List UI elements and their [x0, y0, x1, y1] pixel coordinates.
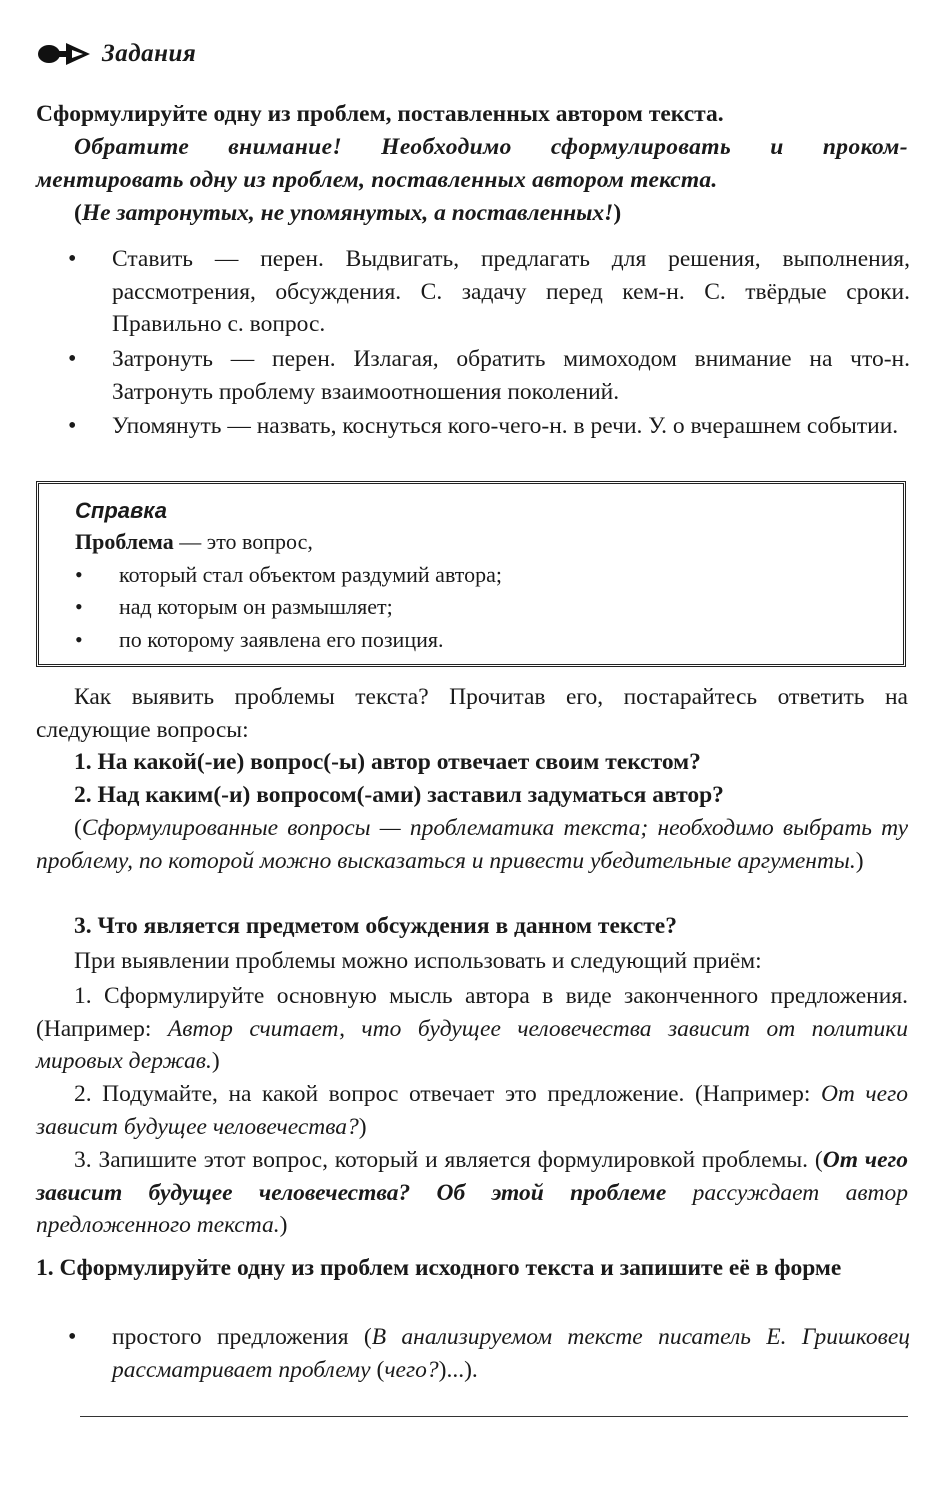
method-intro: При выявлении проблемы можно использовать и следующий приём:: [74, 948, 762, 974]
reference-item: [75, 591, 889, 624]
bullet-icon: •: [68, 413, 77, 439]
bullet-icon: •: [75, 594, 83, 619]
paren-close: ): [613, 200, 622, 226]
task-note-emphasis: Не затронутых, не упомянутых, а поставленных!: [81, 200, 614, 226]
bullet-icon: •: [75, 626, 83, 652]
section-header: [36, 36, 196, 72]
paren-close: ): [358, 1113, 367, 1140]
step-example-bold: От чего зависит будущее человечества? Об этой проблеме: [36, 1147, 908, 1206]
pen-nib-bullet-icon: [36, 39, 94, 69]
question-3: 3. Что является предметом обсуждения в данном тексте?: [74, 913, 677, 939]
definition-text: Затронуть — перен. Излагая, обратить мимоходом внимание на что-н. Затронуть проблему взаимоотношения поколений.: [112, 346, 910, 405]
method-step-1: [36, 980, 908, 1078]
definition-item: [68, 410, 910, 443]
section-title: Задания: [102, 39, 197, 67]
step-text: 1. Сформулируйте основную мысль автора в виде законченного предложения. (Например:: [36, 983, 908, 1042]
exercise-title: 1. Сформулируйте одну из проблем исходного текста и запишите её в форме: [36, 1255, 842, 1281]
method-step-2: [36, 1078, 908, 1143]
paren-open: (: [370, 1356, 385, 1383]
reference-box: [36, 481, 906, 667]
definition-item: [68, 343, 910, 408]
reference-definition: [75, 526, 889, 559]
reference-item-text: который стал объектом раздумий автора;: [119, 561, 502, 587]
task-prompt: Сформулируйте одну из проблем, поставленных автором текста.: [36, 101, 724, 127]
question-1: 1. На какой(-ие) вопрос(-ы) автор отвечает своим текстом?: [74, 749, 701, 775]
paren-open: (: [74, 200, 82, 226]
task-note-line-1: Обратите внимание! Необходимо сформулировать и проком-: [74, 134, 908, 160]
step-text: 2. Подумайте, на какой вопрос отвечает это предложение. (Например:: [74, 1081, 821, 1107]
step-example: От чего зависит будущее человечества?: [36, 1081, 908, 1140]
definition-text: Ставить — перен. Выдвигать, предлагать для решения, выполнения, рассмотрения, обсуждения. С. задачу перед кем-н. С. твёрдые сроки. Правильно с. вопрос.: [112, 246, 910, 337]
bullet-icon: •: [68, 1324, 77, 1350]
task-note-line-2: ментировать одну из проблем, поставленных автором текста.: [36, 167, 718, 193]
reference-item-text: над которым он размышляет;: [119, 594, 393, 619]
reference-item-text: по которому заявлена его позиция.: [119, 626, 444, 652]
paren-close: ): [279, 1212, 288, 1238]
bullet-icon: •: [68, 346, 77, 372]
task-note-line-3: [74, 197, 908, 230]
answer-line[interactable]: [80, 1416, 908, 1417]
bullet-icon: •: [75, 561, 83, 587]
step-example: Автор считает, что будущее человечества зависит от политики мировых держав.: [36, 1015, 908, 1074]
option-question: чего?: [384, 1356, 439, 1383]
exercise-option-text: [112, 1321, 910, 1386]
option-text: простого предложения (: [112, 1324, 372, 1350]
option-ending: )...).: [438, 1356, 478, 1383]
exercise-option: [68, 1321, 910, 1386]
paren-close: ): [211, 1048, 220, 1074]
reference-item: [75, 624, 889, 657]
definition-item: [68, 243, 910, 341]
paren-close: ): [855, 847, 864, 874]
method-step-3: [36, 1144, 908, 1242]
how-to-intro: Как выявить проблемы текста? Прочитав его, постарайтесь ответить на следующие вопросы:: [36, 684, 908, 743]
step-text: 3. Запишите этот вопрос, который и является формулировкой проблемы. (: [74, 1147, 823, 1173]
reference-term: Проблема: [75, 529, 174, 554]
questions-note: [36, 812, 908, 877]
definition-text: Упомянуть — назвать, коснуться кого-чего-н. в речи. У. о вчерашнем событии.: [112, 413, 899, 439]
reference-item: [75, 559, 889, 592]
reference-definition-text: — это вопрос,: [173, 529, 313, 554]
questions-note-text: Сформулированные вопросы — проблематика текста; необходимо выбрать ту проблему, по которой можно высказаться и привести убедительные аргументы.: [36, 815, 908, 874]
question-2: 2. Над каким(-и) вопросом(-ами) заставил задуматься автор?: [74, 782, 724, 808]
paren-open: (: [74, 815, 82, 841]
reference-title: Справка: [75, 498, 167, 523]
option-example: В анализируемом тексте писатель Е. Гришковец рассматривает проблему: [112, 1324, 910, 1383]
step-example: рассуждает автор предложенного текста.: [36, 1179, 908, 1238]
bullet-icon: •: [68, 246, 77, 272]
